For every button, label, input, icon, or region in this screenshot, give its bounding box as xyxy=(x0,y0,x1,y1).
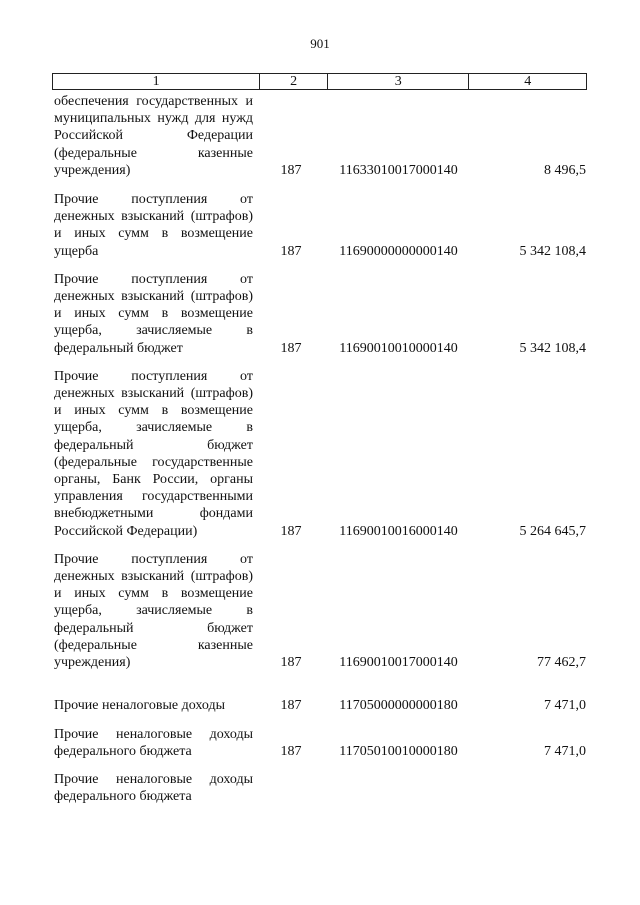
column-header-4: 4 xyxy=(524,73,532,89)
row-kbk: 11705000000000180 xyxy=(339,698,458,714)
table-row xyxy=(54,271,586,357)
page-number: 901 xyxy=(310,36,330,51)
row-code: 187 xyxy=(280,162,302,178)
row-kbk: 11690000000000140 xyxy=(339,243,458,259)
row-amount: 5 342 108,4 xyxy=(519,243,586,259)
table-row xyxy=(54,726,586,760)
table-row xyxy=(54,368,586,540)
row-description: Прочие неналоговые доходы федерального бюджета xyxy=(54,726,253,759)
row-description: Прочие неналоговые доходы xyxy=(54,698,226,714)
row-kbk: 11705010010000180 xyxy=(339,743,458,759)
row-description: Прочие поступления от денежных взысканий (штрафов) и иных сумм в возмещение ущерба, зачисляемые в федеральный бюджет (федеральные казенные учреждения) xyxy=(54,551,253,671)
row-code: 187 xyxy=(280,655,302,671)
column-header-1: 1 xyxy=(53,74,260,89)
row-amount: 7 471,0 xyxy=(544,743,586,759)
table-body xyxy=(54,93,586,805)
row-description: Прочие поступления от денежных взысканий (штрафов) и иных сумм в возмещение ущерба xyxy=(54,192,253,259)
row-description: Прочие поступления от денежных взысканий (штрафов) и иных сумм в возмещение ущерба, зачисляемые в федеральный бюджет (федеральные государственные органы, Банк России, органы управления государственными внебюджетными фондами Российской Федерации) xyxy=(54,368,253,539)
table-row xyxy=(54,93,586,179)
row-code: 187 xyxy=(280,698,302,714)
row-kbk: 11690010017000140 xyxy=(339,655,458,671)
row-amount: 8 496,5 xyxy=(544,162,586,178)
table-row xyxy=(54,191,586,260)
row-amount: 5 342 108,4 xyxy=(519,340,586,356)
row-code: 187 xyxy=(280,243,302,259)
column-header-2: 2 xyxy=(260,74,328,89)
row-description: обеспечения государственных и муниципальных нужд для нужд Российской Федерации (федеральные казенные учреждения) xyxy=(54,94,253,178)
table-row xyxy=(54,551,586,671)
table-row xyxy=(54,771,586,805)
table-header xyxy=(52,73,587,90)
row-description: Прочие неналоговые доходы федерального бюджета xyxy=(54,771,253,805)
row-kbk: 11690010016000140 xyxy=(339,523,458,539)
row-description: Прочие поступления от денежных взысканий (штрафов) и иных сумм в возмещение ущерба, зачисляемые в федеральный бюджет xyxy=(54,271,253,356)
row-amount: 77 462,7 xyxy=(537,655,586,671)
row-code: 187 xyxy=(280,743,302,759)
row-amount: 7 471,0 xyxy=(544,698,586,714)
column-header-3: 3 xyxy=(328,74,469,89)
row-code: 187 xyxy=(280,523,302,539)
row-amount: 5 264 645,7 xyxy=(519,523,586,539)
row-kbk: 11633010017000140 xyxy=(339,162,458,178)
row-code: 187 xyxy=(280,340,302,356)
row-kbk: 11690010010000140 xyxy=(339,340,458,356)
table-row xyxy=(54,697,586,714)
